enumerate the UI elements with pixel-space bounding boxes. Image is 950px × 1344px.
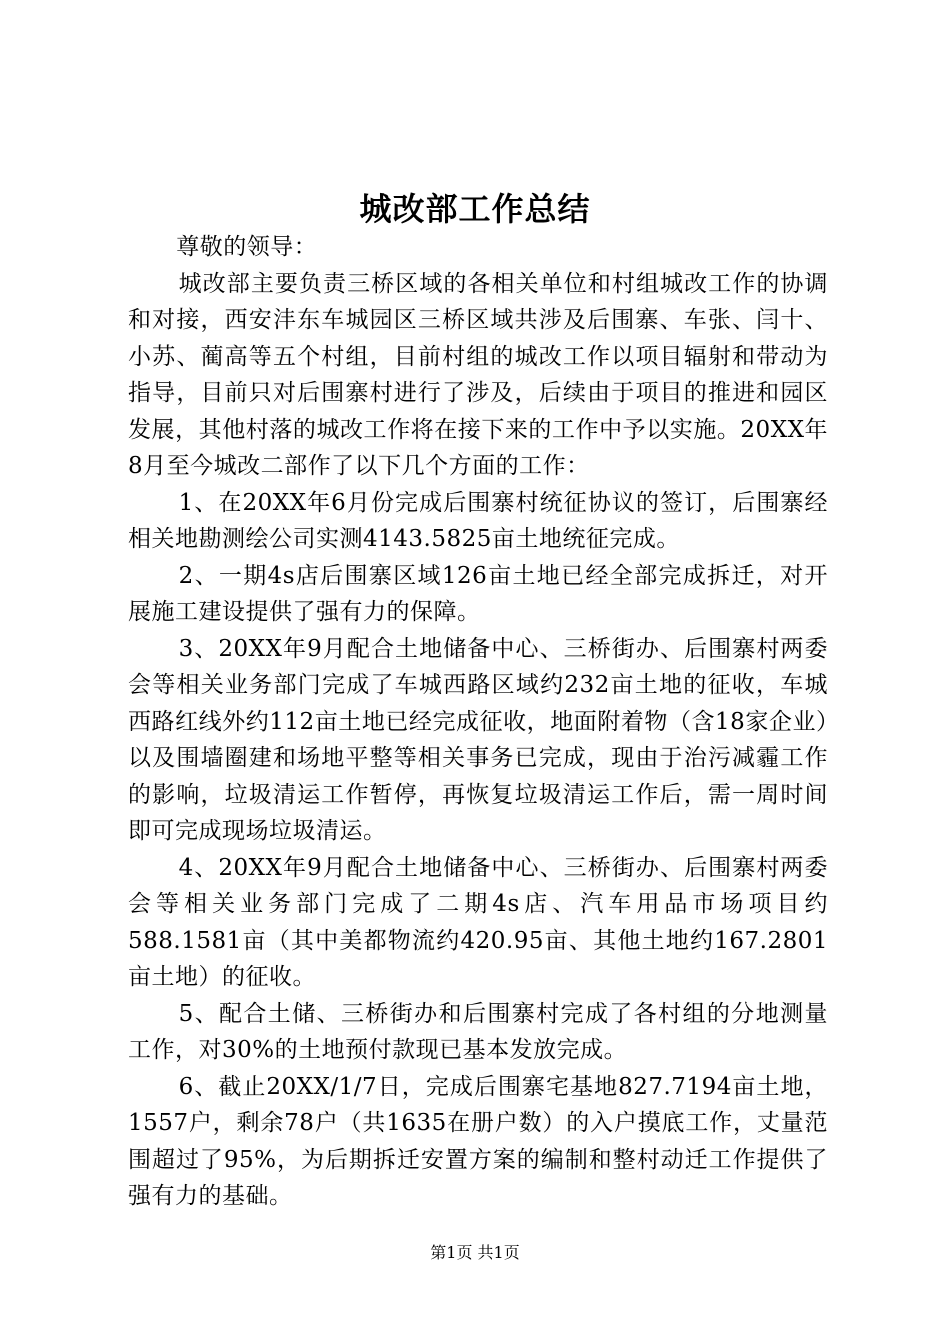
page-number-footer: 第1页 共1页 (430, 1243, 520, 1262)
list-item-1: 1、在20XX年6月份完成后围寨村统征协议的签订，后围寨经相关地勘测绘公司实测4143.5825亩土地统征完成。 (128, 489, 828, 552)
list-item-6: 6、截止20XX/1/7日，完成后围寨宅基地827.7194亩土地，1557户，剩余78户（共1635在册户数）的入户摸底工作，丈量范围超过了95%，为后期拆迁安置方案的编制和整村动迁工作提供了强有力的基础。 (128, 1073, 828, 1209)
document-body (128, 229, 828, 1215)
list-item-4: 4、20XX年9月配合土地储备中心、三桥街办、后围寨村两委会等相关业务部门完成了二期4s店、汽车用品市场项目约588.1581亩（其中美都物流约420.95亩、其他土地约167.2801亩土地）的征收。 (128, 854, 828, 990)
intro-paragraph: 城改部主要负责三桥区域的各相关单位和村组城改工作的协调和对接，西安沣东车城园区三桥区域共涉及后围寨、车张、闫十、小苏、蔺高等五个村组，目前村组的城改工作以项目辐射和带动为指导，目前只对后围寨村进行了涉及，后续由于项目的推进和园区发展，其他村落的城改工作将在接下来的工作中予以实施。20XX年8月至今城改二部作了以下几个方面的工作： (128, 270, 828, 479)
document-title: 城改部工作总结 (359, 190, 591, 228)
salutation: 尊敬的领导： (176, 234, 318, 260)
list-item-3: 3、20XX年9月配合土地储备中心、三桥街办、后围寨村两委会等相关业务部门完成了车城西路区域约232亩土地的征收，车城西路红线外约112亩土地已经完成征收，地面附着物（含18家企业）以及围墙圈建和场地平整等相关事务已完成，现由于治污减霾工作的影响，垃圾清运工作暂停，再恢复垃圾清运工作后，需一周时间即可完成现场垃圾清运。 (128, 635, 828, 844)
list-item-2: 2、一期4s店后围寨区域126亩土地已经全部完成拆迁，对开展施工建设提供了强有力的保障。 (128, 562, 828, 625)
list-item-5: 5、配合土储、三桥街办和后围寨村完成了各村组的分地测量工作，对30%的土地预付款现已基本发放完成。 (128, 1000, 828, 1063)
